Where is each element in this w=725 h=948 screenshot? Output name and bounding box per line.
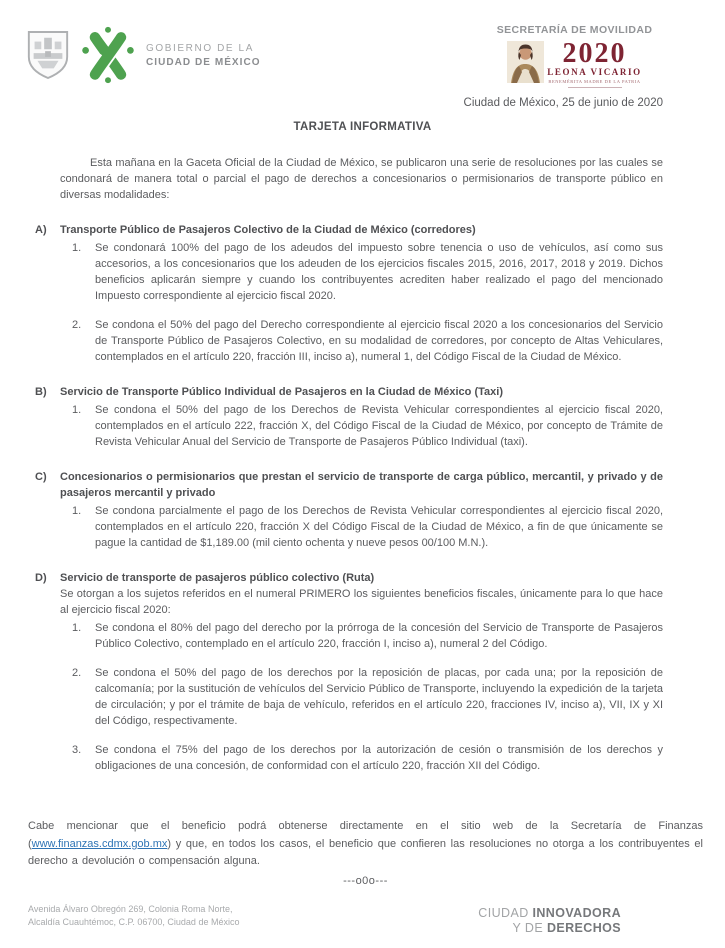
list-item [72, 620, 663, 652]
item-text: Se condona el 50% del pago del Derecho correspondiente al ejercicio fiscal 2020 a los concesionarios del Servicio de Transporte Público de Pasajeros Colectivo, en su modalidad de corredores, por concepto de Altas Vehiculares, contemplados en el artículo 220, fracción III, inciso a), numeral 1, del Código Fiscal de la Ciudad de México. [95, 319, 663, 363]
document-body [0, 155, 725, 774]
page-title: TARJETA INFORMATIVA [293, 121, 432, 133]
badge-divider [568, 87, 622, 88]
brand-derechos: DERECHOS [546, 920, 621, 935]
list-item [72, 240, 663, 304]
item-text: Se condona el 80% del pago del derecho por la prórroga de la concesión del Servicio de Transporte de Pasajeros Público Colectivo, contemplado en el artículo 220, fracción I, inciso a), numeral 2 del Código. [95, 622, 663, 650]
section-a-label: A) [35, 224, 47, 236]
intro-paragraph: Esta mañana en la Gaceta Oficial de la Ciudad de México, se publicaron una serie de resoluciones por las cuales se condonará de manera total o parcial el pago de derechos a concesionarios o permisionarios de transporte público en diversas modalidades: [60, 157, 663, 201]
footer [28, 903, 695, 936]
header-left-logos [25, 22, 261, 88]
closing-paragraph [28, 818, 703, 871]
item-text: Se condona parcialmente el pago de los Derechos de Revista Vehicular correspondientes al ejercicio fiscal 2020, contemplados en el artículo 220, fracción X del Código Fiscal de la Ciudad de México, a fin de que únicamente se pague la cantidad de $1,189.00 (mil ciento ochenta y nueve pesos 00/100 M.N.). [95, 505, 663, 549]
year-badge-text [547, 38, 642, 88]
section-a-items [60, 240, 663, 365]
item-text: Se condona el 75% del pago de los derechos por la autorización de cesión o transmisión de los derechos y obligaciones de una concesión, de conformidad con el artículo 220, fracción XII del Código. [95, 744, 663, 772]
address-line2: Alcaldía Cuauhtémoc, C.P. 06700, Ciudad de México [28, 916, 240, 927]
section-d [35, 570, 663, 774]
header-right-logos [482, 24, 667, 88]
list-item [72, 503, 663, 551]
item-number: 1. [72, 404, 82, 416]
finanzas-website-link[interactable]: www.finanzas.cdmx.gob.mx [31, 837, 168, 850]
section-c-label: C) [35, 471, 47, 483]
leona-vicario-tagline: BENEMÉRITA MADRE DE LA PATRIA [548, 79, 641, 84]
section-b [35, 384, 663, 450]
section-b-heading-row [35, 384, 663, 400]
section-d-items [60, 620, 663, 774]
year-2020: 2020 [562, 38, 627, 69]
end-separator: ---o0o--- [343, 874, 388, 887]
section-a [35, 222, 663, 365]
section-c [35, 469, 663, 551]
leona-vicario-2020-badge [482, 38, 667, 88]
header [0, 0, 725, 88]
item-number: 2. [72, 667, 82, 679]
gobierno-wordmark [146, 43, 261, 68]
item-number: 1. [72, 622, 82, 634]
item-number: 1. [72, 505, 82, 517]
leona-vicario-name: LEONA VICARIO [547, 67, 642, 77]
brand-line2 [478, 921, 621, 936]
item-text: Se condona el 50% del pago de los derechos por la reposición de placas, por cada una; por la reposición de calcomanía; por la sustitución de vehículos del Servicio Público de Transporte, incluyendo la expedición de la tarjeta de circulación; y por el trámite de baja de vehículo, referidos en el artículo 220, fracciones IV, inciso a), VII, IX y XI del Código, respectivamente. [95, 667, 663, 727]
section-d-intro: Se otorgan a los sujetos referidos en el numeral PRIMERO los siguientes beneficios fiscales, únicamente para lo que hace al ejercicio fiscal 2020: [60, 588, 663, 616]
section-c-heading: Concesionarios o permisionarios que prestan el servicio de transporte de carga público, mercantil, y privado y de pasajeros mercantil y privado [60, 471, 663, 499]
secretaria-title: SECRETARÍA DE MOVILIDAD [496, 24, 653, 36]
section-b-heading: Servicio de Transporte Público Individual de Pasajeros en la Ciudad de México (Taxi) [60, 386, 503, 398]
dateline: Ciudad de México, 25 de junio de 2020 [463, 97, 663, 109]
list-item [72, 665, 663, 729]
item-number: 2. [72, 319, 82, 331]
section-a-heading-row [35, 222, 663, 238]
section-a-heading: Transporte Público de Pasajeros Colectivo de la Ciudad de México (corredores) [60, 224, 476, 236]
closing-text-after-link: ) y que, en todos los casos, el beneficio que confieren las resoluciones no otorga a los contribuyentes el derecho a devolución o compensación alguna. [28, 837, 703, 867]
brand-line1 [478, 906, 621, 921]
cdmx-coat-of-arms-icon [25, 30, 71, 80]
cdmx-government-logo-icon [80, 25, 136, 85]
list-item [72, 317, 663, 365]
item-text: Se condonará 100% del pago de los adeudos del impuesto sobre tenencia o uso de vehículos, así como sus accesorios, a los concesionarios que los adeuden de los ejercicios fiscales 2015, 2016, 2017, 2018 y 2019. Dichos beneficios aplicarán siempre y cuando los contribuyentes acrediten haber realizado el pago del mencionado Impuesto correspondiente al ejercicio fiscal 2020. [95, 242, 663, 302]
section-b-items [60, 402, 663, 450]
section-c-items [60, 503, 663, 551]
section-c-heading-row [35, 469, 663, 501]
section-d-heading-row [35, 570, 663, 586]
closing-text-before-link: Cabe mencionar que el beneficio podrá obtenerse directamente en el sitio web de la Secretaría de Finanzas ( [28, 820, 703, 850]
ciudad-innovadora-wordmark [478, 906, 621, 936]
section-d-heading: Servicio de transporte de pasajeros público colectivo (Ruta) [60, 572, 375, 584]
leona-vicario-portrait-icon [507, 41, 544, 83]
footer-address [28, 903, 239, 929]
list-item [72, 402, 663, 450]
list-item [72, 742, 663, 774]
address-line1: Avenida Álvaro Obregón 269, Colonia Roma Norte, [28, 903, 233, 914]
brand-ciudad: CIUDAD [478, 905, 533, 920]
gobierno-line1: GOBIERNO DE LA [146, 42, 254, 54]
brand-innovadora: INNOVADORA [532, 905, 621, 920]
item-number: 1. [72, 242, 82, 254]
section-b-label: B) [35, 386, 47, 398]
item-text: Se condona el 50% del pago de los Derechos de Revista Vehicular correspondientes al ejercicio fiscal 2020, contemplados en el artículo 222, fracción X, del Código Fiscal de la Ciudad de México, por concepto de Trámite de Revista Vehicular Anual del Servicio de Transporte de Pasajeros Público Individual (taxi). [95, 404, 663, 448]
section-d-label: D) [35, 572, 47, 584]
item-number: 3. [72, 744, 82, 756]
brand-y-de: Y DE [512, 920, 547, 935]
closing-block [0, 818, 725, 887]
gobierno-line2: CIUDAD DE MÉXICO [146, 56, 261, 68]
